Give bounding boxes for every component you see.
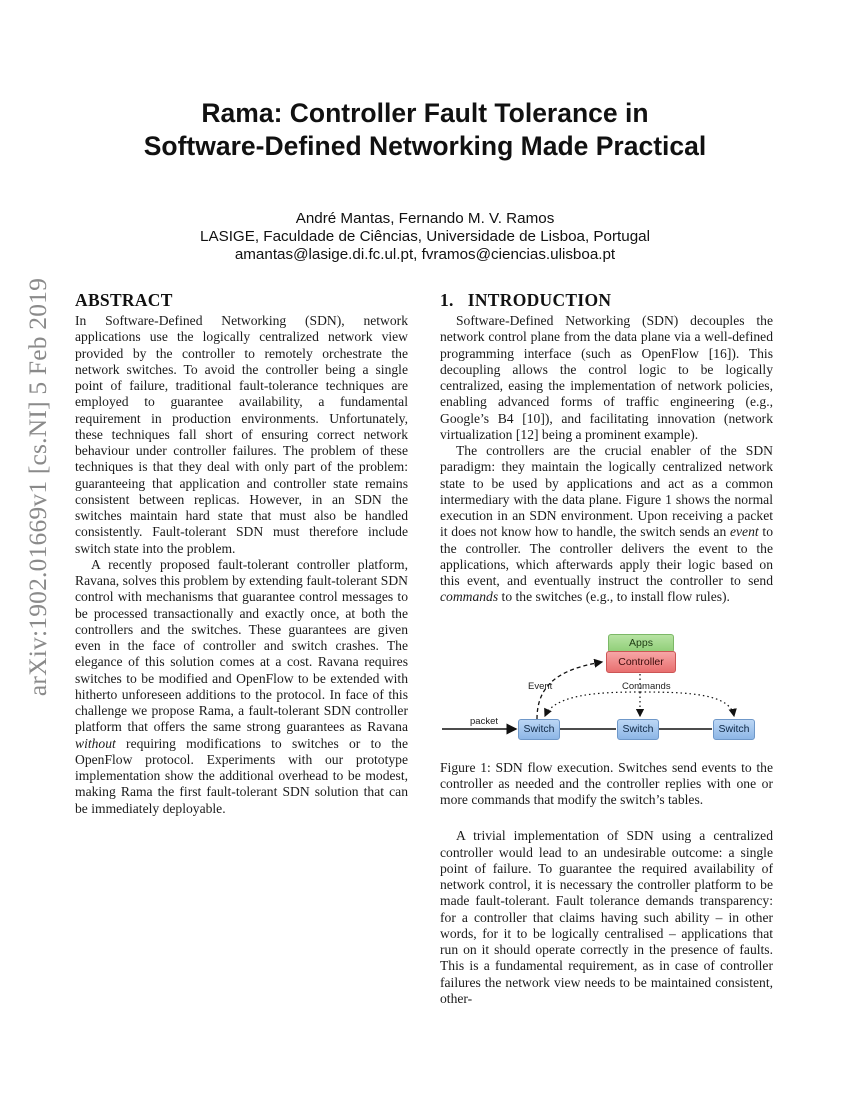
switch-box-2: Switch — [617, 719, 659, 740]
intro-paragraph-1: Software-Defined Networking (SDN) decouples the network control plane from the data plane via a well-defined programming interface (such as OpenFlow [16]). This decoupling allows the control logic to be logically centralized, easing the implementation of network policies, enabling advanced forms of traffic engineering (e.g., Google’s B4 [10]), and facilitating innovation (network virtualization [12] being a prominent example). — [440, 313, 773, 442]
abstract-p2-text-end: requiring modifications to switches or to the OpenFlow protocol. Experiments with our prototype implementation show the additional overhead to be modest, making Rama the first fault-tolerant SDN solution that can be immediately deployable. — [75, 735, 408, 816]
switch-box-1: Switch — [518, 719, 560, 740]
intro-p2-c: to the switches (e.g., to install flow rules). — [498, 589, 730, 605]
abstract-paragraph-2 — [75, 557, 408, 817]
intro-paragraph-2 — [440, 443, 773, 606]
abstract-paragraph-1: In Software-Defined Networking (SDN), network applications use the logically centralized network view provided by the controller to remotely orchestrate the network switches. To avoid the controller being a single point of failure, traditional fault-tolerance techniques are employed to guarantee availability, a fundamental requirement in production environments. Unfortunately, these techniques fall short of ensuring correct network behaviour under controller failures. The problem of these techniques is that they deal with only part of the problem: guaranteeing that application and controller state remains consistent between replicas. However, in an SDN the switches maintain hard state that must also be handled consistently. Fault-tolerant SDN must therefore include switch state into the problem. — [75, 313, 408, 556]
arxiv-stamp-text: arXiv:1902.01669v1 [cs.NI] 5 Feb 2019 — [23, 277, 52, 697]
abstract-p2-italic: without — [75, 735, 116, 751]
apps-box: Apps — [608, 634, 674, 653]
intro-p2-b: to the controller. The controller delivers the event to the applications, which afterwards apply their logic based on this event, and eventually instruct the controller to send — [440, 524, 773, 588]
intro-paragraph-3: A trivial implementation of SDN using a centralized controller would lead to an undesirable outcome: a single point of failure. To guarantee the required availability of network control, it is necessary the controller platform to be made fault-tolerant. Fault tolerance demands transparency: for a controller that claims having such ability – in other words, for it to be logically centralised – applications that run on it should operate correctly in the presence of faults. This is a fundamental requirement, as in case of controller failures the network view needs to be maintained consistent, other- — [440, 828, 773, 1006]
controller-box: Controller — [606, 651, 676, 673]
right-column — [440, 290, 773, 1007]
abstract-heading: ABSTRACT — [75, 290, 173, 310]
figure-1-diagram — [440, 624, 773, 754]
intro-p2-commands: commands — [440, 589, 499, 605]
intro-p2-a: The controllers are the crucial enabler of the SDN paradigm: they maintain the logically centralized network state to be used by applications and act as a common intermediary with the data plane. Figure 1 shows the normal execution in an SDN environment. Upon receiving a packet it does not know how to handle, the switch sends an — [440, 443, 773, 540]
abstract-p2-text: A recently proposed fault-tolerant controller platform, Ravana, solves this problem by extending fault-tolerant SDN control with mechanisms that guarantee control messages to be processed transactionally and exactly once, at both the controllers and the switches. These guarantees are given even in the face of controller and switch crashes. The elegance of this solution comes at a cost. Ravana requires switches to be modified and OpenFlow to be extended with hitherto unforeseen additions to the protocol. In face of this challenge we propose Rama, a fault-tolerant SDN controller platform that offers the same strong guarantees as Ravana — [75, 556, 408, 735]
affiliation: LASIGE, Faculdade de Ciências, Universidade de Lisboa, Portugal — [200, 228, 650, 245]
switch-box-3: Switch — [713, 719, 755, 740]
figure-1-caption: Figure 1: SDN flow execution. Switches send events to the controller as needed and the controller replies with one or more commands that modify the switch’s tables. — [440, 759, 773, 807]
title-line-2: Software-Defined Networking Made Practical — [143, 131, 707, 161]
authors: André Mantas, Fernando M. V. Ramos — [295, 210, 555, 227]
introduction-heading: 1. INTRODUCTION — [440, 290, 612, 310]
title-line-1: Rama: Controller Fault Tolerance in — [201, 98, 649, 128]
left-column — [75, 290, 408, 817]
event-label: Event — [528, 680, 553, 692]
intro-p2-event: event — [729, 524, 759, 540]
emails: amantas@lasige.di.fc.ul.pt, fvramos@ciencias.ulisboa.pt — [234, 246, 616, 263]
arxiv-stamp — [18, 277, 58, 697]
author-block — [0, 210, 850, 264]
commands-label: Commands — [622, 680, 671, 692]
packet-label: packet — [470, 715, 498, 727]
paper-title — [0, 97, 850, 163]
